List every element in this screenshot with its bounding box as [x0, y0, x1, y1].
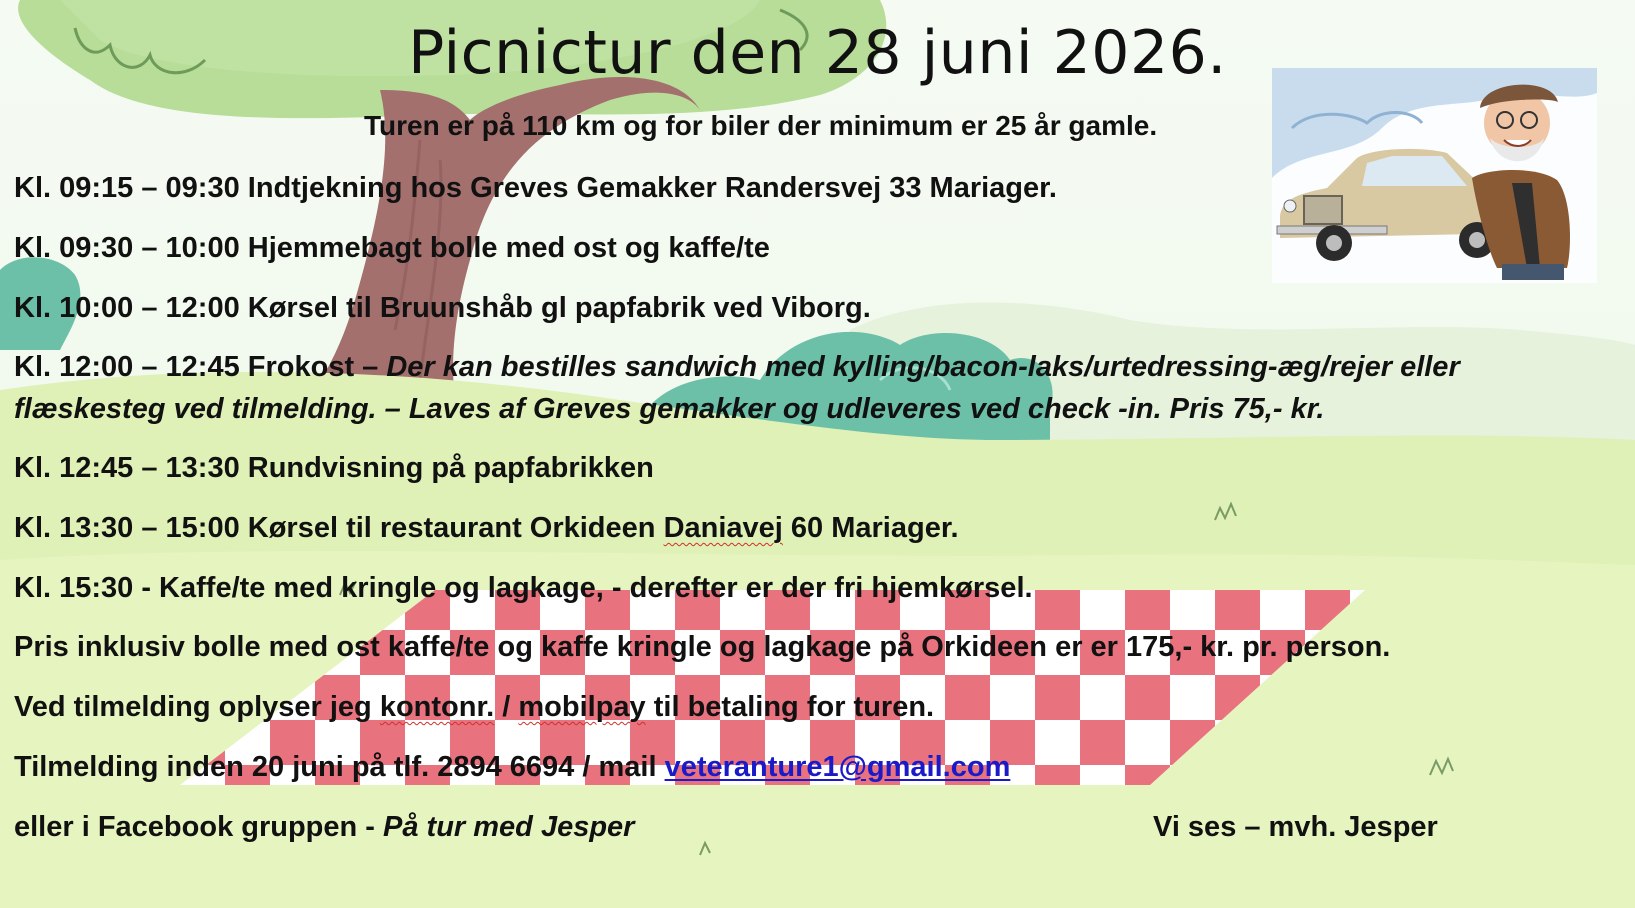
lunch-details-continued: flæskesteg ved tilmelding. – Laves af Greves gemakker og udleveres ved check -in. Pris 75,- kr.	[14, 393, 1325, 425]
payment-line	[14, 691, 934, 724]
drive-orkideen-address: 60 Mariager.	[782, 512, 959, 544]
page-title: Picnictur den 28 juni 2026.	[408, 18, 1227, 88]
schedule-item-drive-bruunshaab: Kl. 10:00 – 12:00 Kørsel til Bruunshåb gl papfabrik ved Viborg.	[14, 292, 871, 324]
spellcheck-word-daniavej: Daniavej	[663, 512, 783, 544]
payment-separator: /	[494, 691, 519, 723]
facebook-group-name: På tur med Jesper	[383, 811, 635, 843]
spellcheck-word-kontonr: kontonr.	[379, 691, 495, 723]
vintage-car-driver-image	[1272, 68, 1597, 283]
signup-line	[14, 751, 1010, 784]
schedule-item-bolle: Kl. 09:30 – 10:00 Hjemmebagt bolle med ost og kaffe/te	[14, 232, 770, 264]
schedule-item-drive-orkideen	[14, 512, 959, 545]
car-grille	[1304, 196, 1342, 224]
payment-text-end: til betaling for turen.	[645, 691, 935, 723]
schedule-item-coffee: Kl. 15:30 - Kaffe/te med kringle og lagkage, - derefter er der fri hjemkørsel.	[14, 572, 1033, 604]
schedule-item-lunch	[14, 351, 1460, 384]
signoff: Vi ses – mvh. Jesper	[1153, 811, 1438, 843]
drive-orkideen-text: Kl. 13:30 – 15:00 Kørsel til restaurant Orkideen	[14, 512, 664, 544]
email-link[interactable]: veteranture1@gmail.com	[664, 751, 1011, 783]
schedule-item-tour: Kl. 12:45 – 13:30 Rundvisning på papfabrikken	[14, 452, 654, 484]
lunch-lead: Kl. 12:00 – 12:45 Frokost –	[14, 351, 387, 383]
spellcheck-word-mobilpay: mobilpay	[518, 691, 646, 723]
lunch-details: Der kan bestilles sandwich med kylling/bacon-laks/urtedressing-æg/rejer eller	[386, 351, 1460, 383]
signup-text: Tilmelding inden 20 juni på tlf. 2894 6694 / mail	[14, 751, 665, 783]
payment-text: Ved tilmelding oplyser jeg	[14, 691, 380, 723]
subtitle: Turen er på 110 km og for biler der minimum er 25 år gamle.	[364, 110, 1158, 141]
price-line: Pris inklusiv bolle med ost kaffe/te og kaffe kringle og lagkage på Orkideen er er 175,- kr. pr. person.	[14, 631, 1391, 663]
schedule-item-checkin: Kl. 09:15 – 09:30 Indtjekning hos Greves Gemakker Randersvej 33 Mariager.	[14, 172, 1057, 204]
facebook-line	[14, 811, 634, 844]
facebook-text: eller i Facebook gruppen -	[14, 811, 384, 843]
